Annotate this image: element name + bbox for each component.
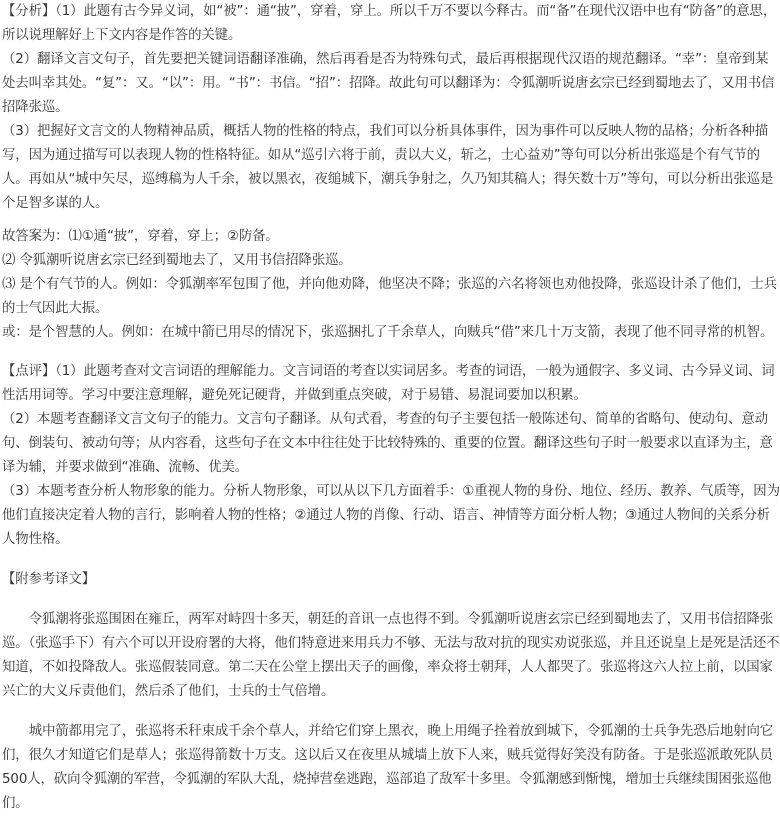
spacer	[2, 345, 780, 360]
answer-section	[2, 225, 780, 345]
analysis-point-1: （1）此题有古今异义词，如“被”：通“披”，穿着，穿上。所以千万不要以今释古。而“备”在现代汉语中也有“防备”的意思，所以说理解好上下文内容是作答的关键。	[2, 4, 777, 43]
translation-heading: 【附参考译文】	[2, 572, 96, 587]
comment-paragraph-3: （3）本题考查分析人物形象的能力。分析人物形象，可以从以下几方面着手：①重视人物的身份、地位、经历、教养、气质等，因为他们直接决定着人物的言行，影响着人物的性格；②通过人物的肖像、行动、语言、神情等方面分析人物；③通过人物间的关系分析人物性格。	[2, 484, 780, 547]
analysis-paragraph-1	[2, 0, 780, 48]
comment-paragraph-2: （2）本题考查翻译文言文句子的能力。文言句子翻译。从句式看，考查的句子主要包括一般陈述句、简单的省略句、使动句、意动句、倒装句、被动句等；从内容看，这些句子在文本中往往处于比较特殊的、重要的位置。翻译这些句子时一般要求以直译为主，意译为辅，并要求做到“准确、流畅、优美。	[2, 412, 773, 475]
analysis-paragraph-3: （3）把握好文言文的人物精神品质，概括人物的性格的特点，我们可以分析具体事件，因为事件可以反映人物的品格；分析各种描写，因为通过描写可以表现人物的性格特征。如从“巡引六将于前，责以大义，斩之，士心益劝”等句可以分析出张巡是个有气节的人。再如从“城中矢尽，巡缚稿为人千余，被以黑衣，夜缒城下，潮兵争射之，久乃知其稿人；得矢数十万”等句，可以分析出张巡是个足智多谋的人。	[2, 124, 774, 211]
translation-paragraph-2: 城中箭都用完了，张巡将禾秆束成千余个草人，并给它们穿上黑衣，晚上用绳子拴着放到城下，令狐潮的士兵争先恐后地射向它们，很久才知道它们是草人；张巡得箭数十万支。这以后又在夜里从城墙上放下人来，贼兵觉得好笑没有防备。于是张巡派敢死队员500人，砍向令狐潮的军营，令狐潮的军队大乱，烧掉营垒逃跑，巡部追了敌军十多里。令狐潮感到惭愧，增加士兵继续围困张巡他们。	[2, 724, 774, 811]
answer-line-1: 故答案为：⑴①通“披”，穿着，穿上；②防备。	[2, 229, 279, 244]
spacer	[2, 552, 780, 568]
answer-line-4: 或：是个智慧的人。例如：在城中箭已用尽的情况下，张巡捆扎了千余草人，向贼兵“借”来几十万支箭，表现了他不同寻常的机智。	[2, 325, 774, 340]
analysis-section	[2, 0, 780, 216]
spacer	[2, 592, 780, 608]
answer-line-3: ⑶ 是个有气节的人。例如：令狐潮率军包围了他，并向他劝降，他坚决不降；张巡的六名将领也劝他投降，张巡设计杀了他们，士兵的士气因此大振。	[2, 277, 778, 316]
answer-line-2: ⑵ 令狐潮听说唐玄宗已经到蜀地去了，又用书信招降张巡。	[2, 253, 352, 268]
spacer	[2, 216, 780, 225]
comment-point-1: （1）此题考查对文言词语的理解能力。文言词语的考查以实词居多。考查的词语，一般为通假字、多义词、古今异义词、词性活用词等。学习中要注意理解，避免死记硬背，并做到重点突破，对于易错、易混词要加以积累。	[2, 364, 775, 403]
translation-paragraph-1: 令狐潮将张巡围困在雍丘，两军对峙四十多天，朝廷的音讯一点也得不到。令狐潮听说唐玄宗已经到蜀地去了，又用书信招降张巡。（张巡手下）有六个可以开设府署的大将，他们特意进来用兵力不够、无法与敌对抗的现实劝说张巡，并且还说皇上是死是活还不知道，不如投降敌人。张巡假装同意。第二天在公堂上摆出天子的画像，率众将士朝拜，人人都哭了。张巡将这六人拉上前，以国家兴亡的大义斥责他们，然后杀了他们，士兵的士气倍增。	[2, 612, 780, 699]
comment-paragraph-1	[2, 360, 780, 408]
analysis-paragraph-2: （2）翻译文言文句子，首先要把关键词语翻译准确，然后再看是否为特殊句式，最后再根据现代汉语的规范翻译。“幸”：皇帝到某处去叫幸其处。“复”：又。“以”：用。“书”：书信。“招”：招降。故此句可以翻译为：令狐潮听说唐玄宗已经到蜀地去了，又用书信招降张巡。	[2, 52, 775, 115]
comment-heading: 【点评】	[2, 364, 56, 379]
analysis-heading: 【分析】	[2, 4, 56, 19]
spacer	[2, 704, 780, 720]
comment-section	[2, 360, 780, 552]
translation-section	[2, 568, 780, 816]
